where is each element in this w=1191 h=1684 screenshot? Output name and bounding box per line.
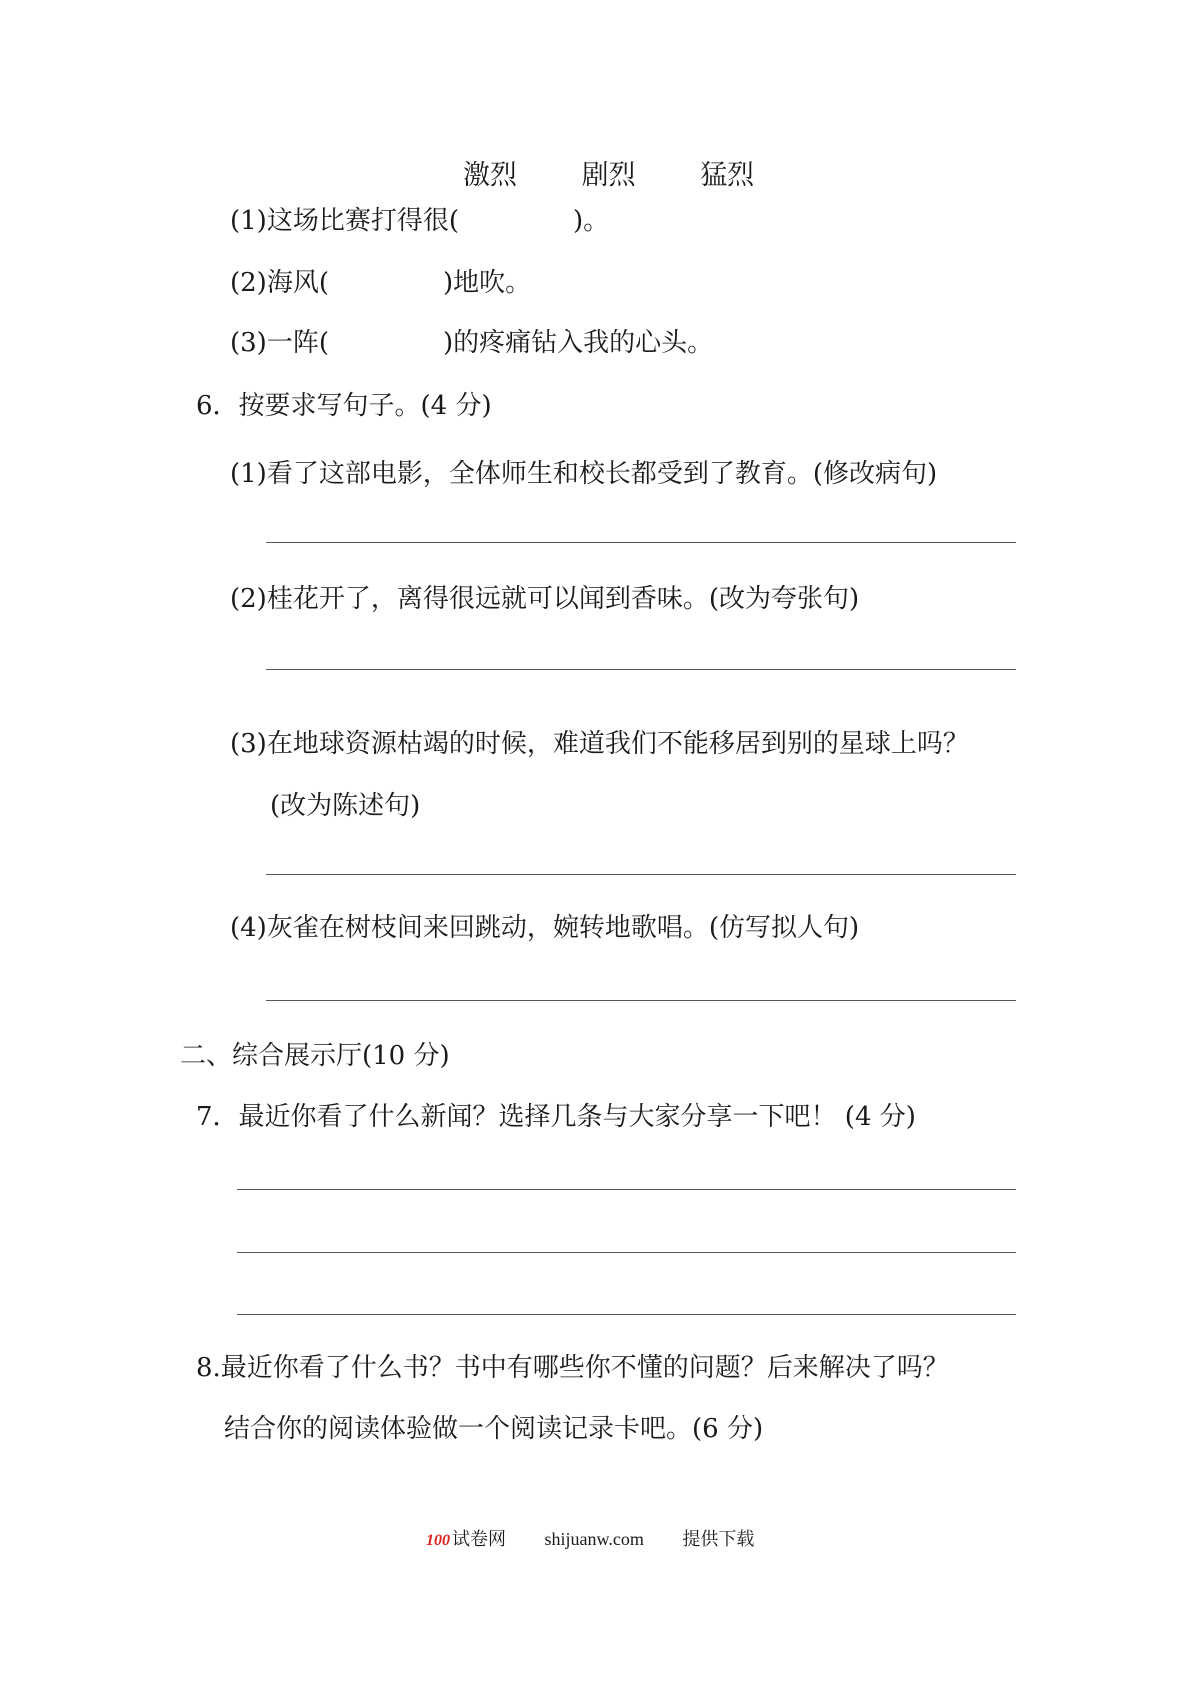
site-domain: shijuanw.com [544, 1529, 644, 1549]
word-option: 剧烈 [581, 160, 636, 191]
site-name: 试卷网 [452, 1529, 506, 1549]
q6-title: 6．按要求写句子。(4 分) [196, 391, 492, 421]
word-option: 激烈 [463, 160, 517, 191]
q6-item-1: (1)看了这部电影，全体师生和校长都受到了教育。(修改病句) [230, 459, 938, 489]
word-option: 猛烈 [700, 160, 755, 191]
site-logo: 100 [426, 1532, 450, 1549]
answer-line[interactable] [237, 1252, 1016, 1253]
q5-item-2: (2)海风( )地吹。 [230, 268, 532, 298]
answer-line[interactable] [237, 1189, 1016, 1190]
q5-item-3: (3)一阵( )的疼痛钻入我的心头。 [230, 328, 714, 358]
footer-note: 提供下载 [682, 1529, 755, 1549]
answer-line[interactable] [266, 669, 1016, 670]
q6-item-3-instruction: (改为陈述句) [270, 791, 421, 821]
q6-item-2: (2)桂花开了，离得很远就可以闻到香味。(改为夸张句) [230, 584, 860, 614]
answer-line[interactable] [266, 542, 1016, 543]
q5-item-1: (1)这场比赛打得很( )。 [230, 206, 610, 236]
q6-item-3: (3)在地球资源枯竭的时候，难道我们不能移居到别的星球上吗？ [230, 729, 969, 759]
word-bank [463, 160, 810, 192]
q8-line-1: 8.最近你看了什么书？书中有哪些你不懂的问题？后来解决了吗？ [196, 1353, 949, 1383]
section-2-heading: 二、综合展示厅(10 分) [180, 1041, 450, 1071]
answer-line[interactable] [237, 1314, 1016, 1315]
q6-item-4: (4)灰雀在树枝间来回跳动，婉转地歌唱。(仿写拟人句) [230, 913, 860, 943]
footer [426, 1526, 754, 1554]
q7-title: 7．最近你看了什么新闻？选择几条与大家分享一下吧！ (4 分) [196, 1102, 916, 1132]
answer-line[interactable] [266, 1000, 1016, 1001]
q8-line-2: 结合你的阅读体验做一个阅读记录卡吧。(6 分) [224, 1414, 764, 1444]
answer-line[interactable] [266, 874, 1016, 875]
